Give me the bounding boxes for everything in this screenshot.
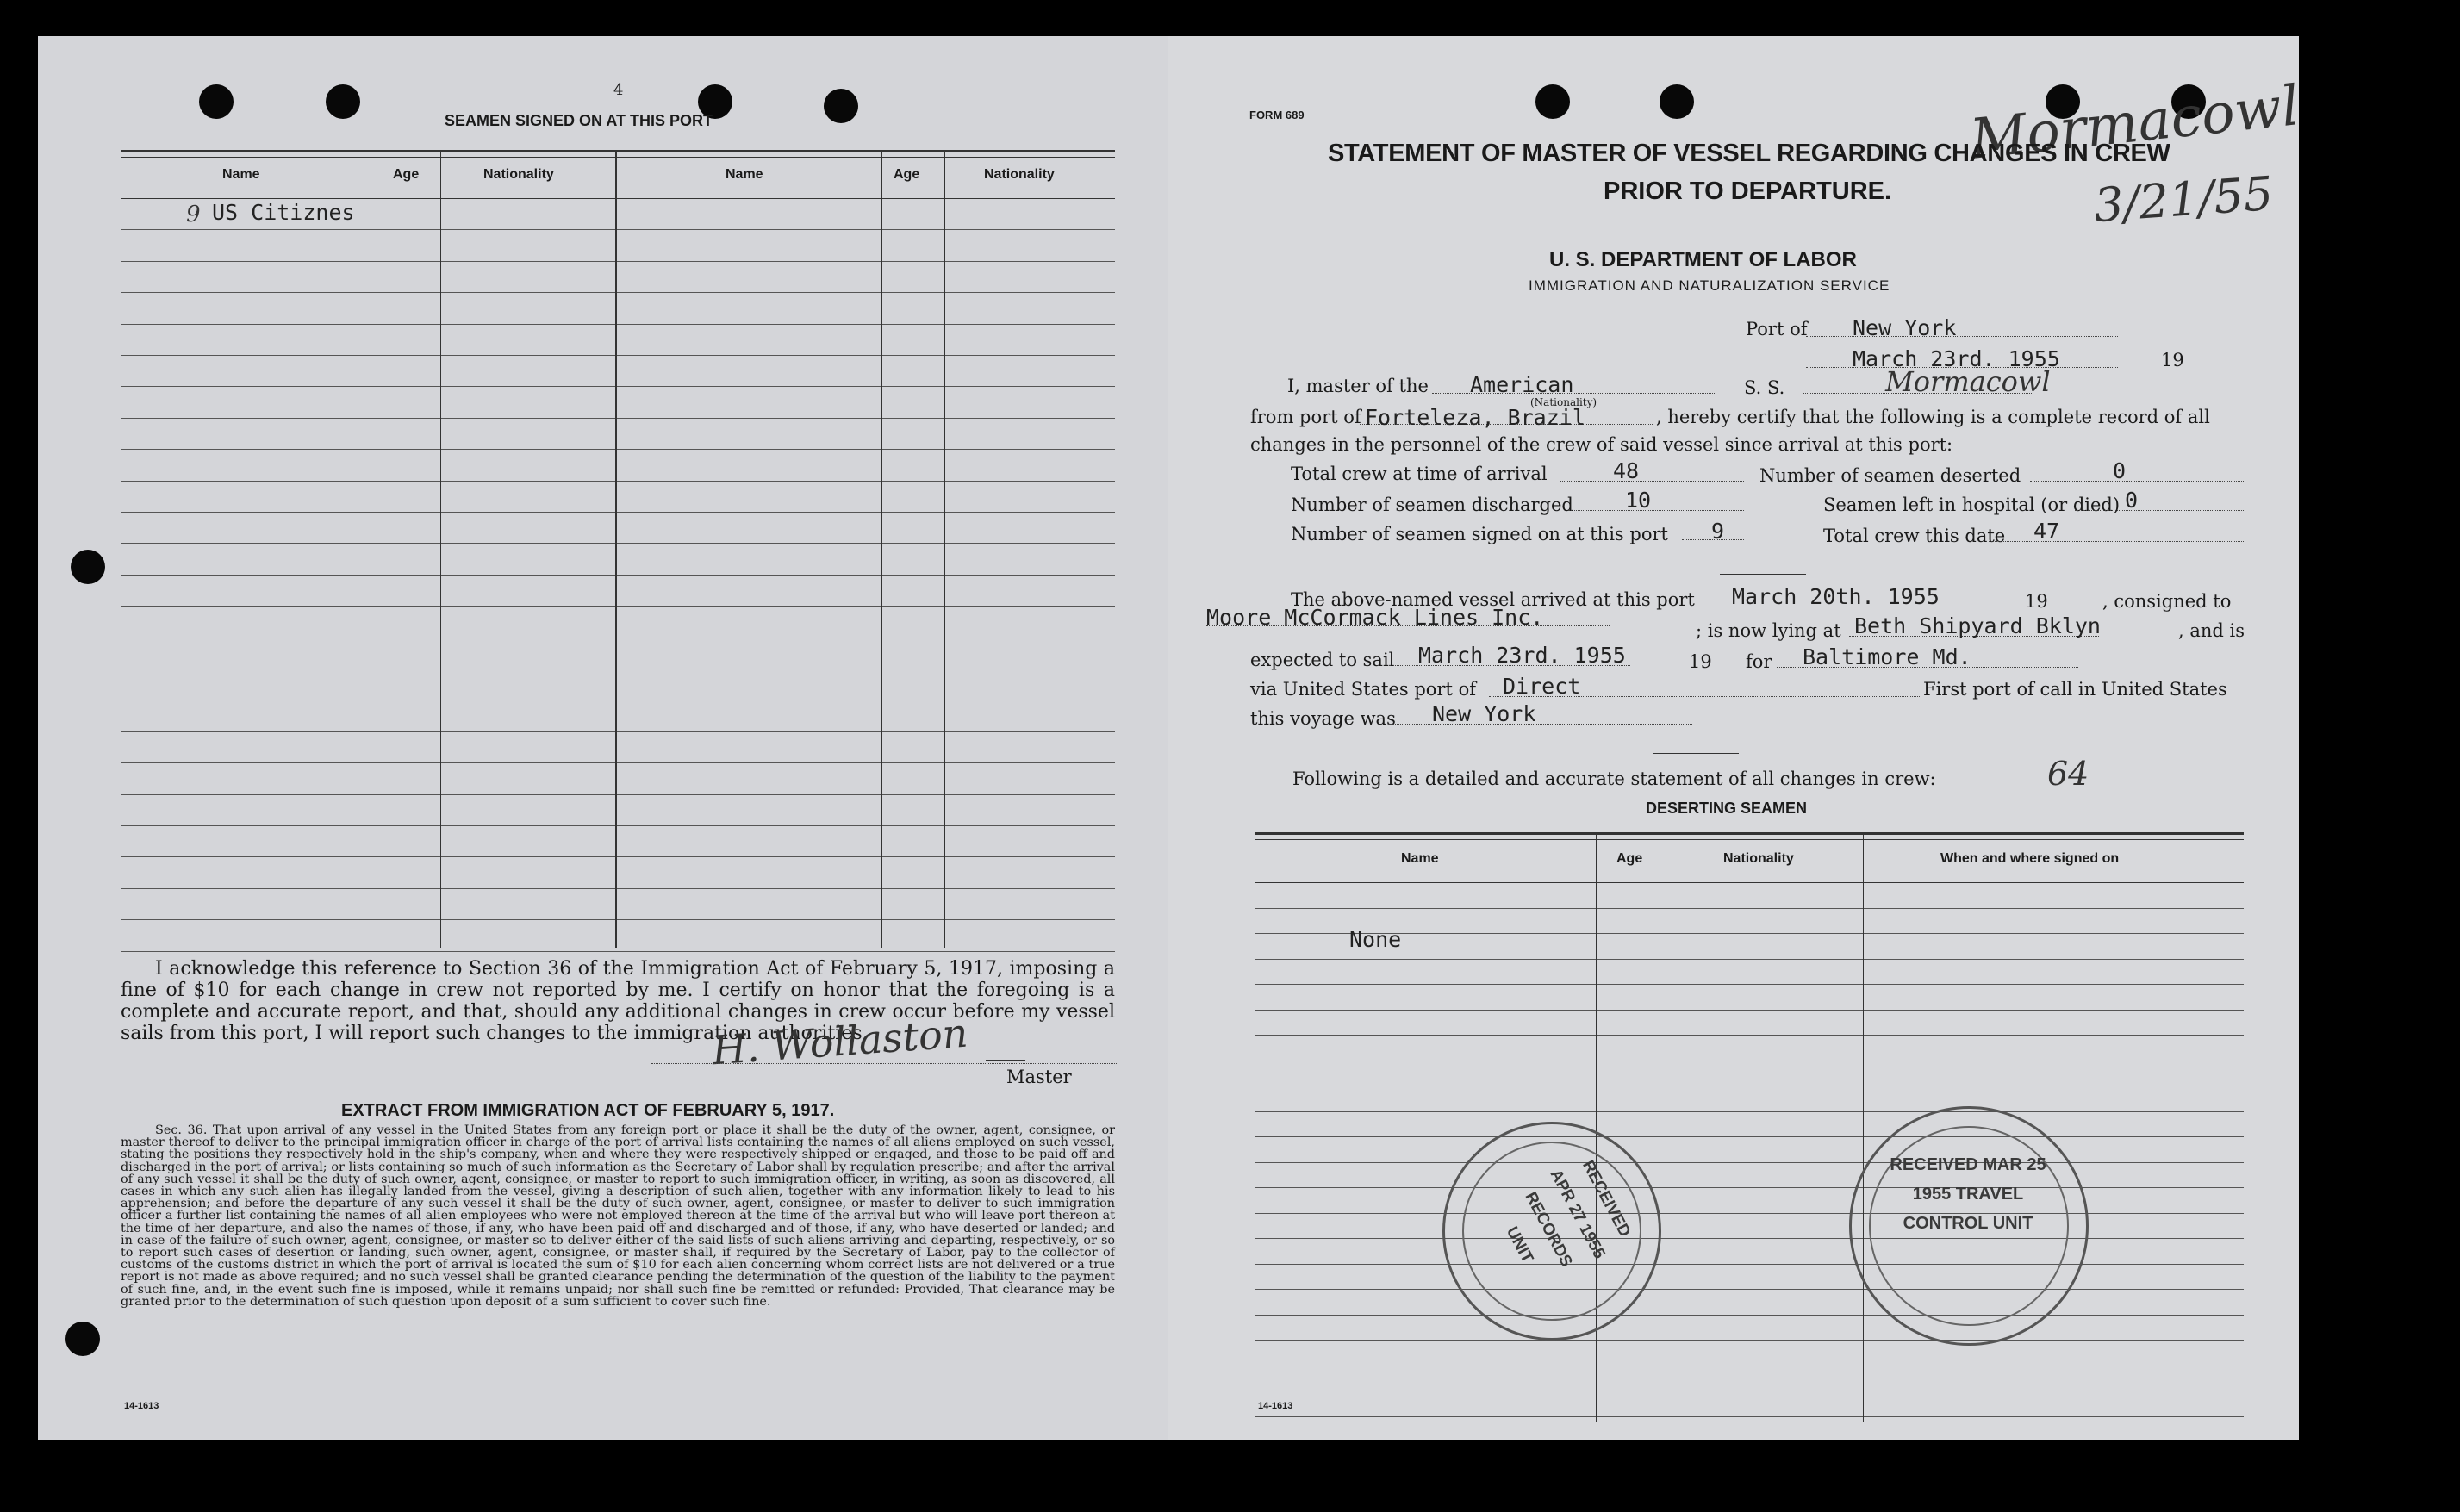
sail-value: March 23rd. 1955 — [1418, 643, 1626, 668]
hospital-value: 0 — [2125, 488, 2139, 513]
department-name: U. S. DEPARTMENT OF LABOR — [1549, 248, 1857, 271]
col-header-name: Name — [1401, 851, 1439, 866]
table-row-line — [1255, 1416, 2244, 1417]
deserted-value: 0 — [2113, 458, 2127, 483]
voyage-value: New York — [1432, 701, 1536, 726]
total-crew-arrival-value: 48 — [1613, 458, 1640, 483]
following-mark: 64 — [2047, 755, 2089, 793]
section-title: SEAMEN SIGNED ON AT THIS PORT — [445, 112, 713, 129]
voyage-label: this voyage was — [1250, 708, 1396, 729]
via-value: Direct — [1503, 674, 1581, 699]
col-header-nationality: Nationality — [1723, 851, 1794, 866]
table-row-line — [1255, 933, 2244, 934]
for-label: for — [1746, 651, 1772, 672]
table-row-line — [1255, 984, 2244, 985]
deserting-title: DESERTING SEAMEN — [1646, 800, 1808, 817]
right-page — [1168, 36, 2302, 1440]
form-title-line1: STATEMENT OF MASTER OF VESSEL REGARDING CHANGES IN CREW — [1328, 140, 2170, 167]
table-row-line — [1255, 1315, 2244, 1316]
table-row-line — [121, 856, 1115, 857]
table-row-line — [1255, 1213, 2244, 1214]
consigned-label: , consigned to — [2102, 591, 2232, 612]
travel-control-stamp: RECEIVED MAR 25 1955 TRAVEL CONTROL UNIT — [1849, 1106, 2089, 1346]
nationality-value: American — [1470, 372, 1574, 397]
punch-hole — [1535, 84, 1570, 119]
punch-hole — [824, 89, 858, 123]
punch-hole — [1660, 84, 1694, 119]
col-header-name: Name — [222, 167, 260, 182]
certify-text: , hereby certify that the following is a complete record of all — [1656, 407, 2210, 427]
master-label: Master — [1006, 1067, 1072, 1087]
master-signature: H. Wollaston — [710, 1009, 970, 1074]
records-unit-stamp: RECEIVED APR 27 1955 RECORDS UNIT — [1442, 1122, 1661, 1341]
table-row-line — [1255, 1340, 2244, 1341]
col-header-name: Name — [726, 167, 763, 182]
table-row-line — [1255, 1289, 2244, 1290]
discharged-label: Number of seamen discharged — [1291, 495, 1573, 515]
first-port-label: First port of call in United States — [1923, 679, 2227, 700]
col-header-nationality: Nationality — [984, 167, 1055, 182]
extract-title: EXTRACT FROM IMMIGRATION ACT OF FEBRUARY 5, 1917. — [341, 1101, 835, 1120]
table-row-line — [121, 762, 1115, 763]
table-row-line — [1255, 1187, 2244, 1188]
consignee-value: Moore McCormack Lines Inc. — [1206, 605, 1544, 630]
date-value: March 23rd. 1955 — [1853, 346, 2060, 371]
punch-hole — [199, 84, 234, 119]
table-row-line — [1255, 1238, 2244, 1239]
table-row-line — [1255, 908, 2244, 909]
table-row-line — [121, 386, 1115, 387]
punch-hole — [71, 550, 105, 584]
port-label: Port of — [1746, 319, 1808, 339]
table-row-line — [121, 292, 1115, 293]
discharged-value: 10 — [1625, 488, 1652, 513]
for-value: Baltimore Md. — [1803, 644, 1971, 669]
total-crew-date-value: 47 — [2033, 519, 2060, 544]
sail-label: expected to sail — [1250, 650, 1395, 670]
table-row-line — [1255, 1264, 2244, 1265]
signed-on-value: 9 — [1711, 519, 1725, 544]
table-row-line — [1255, 1035, 2244, 1036]
table-row-line — [121, 951, 1115, 952]
ss-value: Mormacowl — [1885, 365, 2051, 398]
table-row-line — [1255, 1111, 2244, 1112]
page-number: 4 — [613, 81, 624, 99]
acknowledgement-text: I acknowledge this reference to Section 36 of the Immigration Act of February 5, 1917, imposing a fine of $10 for each change in crew not reported by me. I certify on honor that the foregoing is a complete and accurate report, and that, should any additional changes in crew occur before my vessel sails from this port, I will report such changes to the immigration authorities. — [121, 958, 1115, 1044]
lying-label: ; is now lying at — [1696, 620, 1841, 641]
table-row-line — [121, 355, 1115, 356]
punch-hole — [326, 84, 360, 119]
table-row-line — [1255, 1162, 2244, 1163]
from-port-label: from port of — [1250, 407, 1361, 427]
from-port-value: Forteleza, Brazil — [1365, 405, 1585, 430]
hospital-label: Seamen left in hospital (or died) — [1823, 495, 2121, 515]
table-row-line — [121, 229, 1115, 230]
port-value: New York — [1853, 315, 1957, 340]
col-header-age: Age — [894, 167, 920, 182]
table-row-line — [121, 794, 1115, 795]
table-row-line — [1255, 1010, 2244, 1011]
table-row-line — [121, 919, 1115, 920]
form-number: FORM 689 — [1249, 109, 1305, 121]
table-row-line — [121, 449, 1115, 450]
deserted-label: Number of seamen deserted — [1759, 465, 2021, 486]
signed-on-count: 9 — [186, 202, 201, 227]
form-code: 14-1613 — [124, 1401, 159, 1411]
table-row-line — [121, 481, 1115, 482]
table-row-line — [121, 606, 1115, 607]
arrived-value: March 20th. 1955 — [1732, 584, 1940, 609]
lying-value: Beth Shipyard Bklyn — [1854, 613, 2101, 638]
extract-text: Sec. 36. That upon arrival of any vessel in the United States from any foreign port or place it shall be the duty of the owner, agent, consignee, or master thereof to deliver to the principal immigration officer in charge of the port of arrival lists containing the names of all aliens employed on such vessel, stating the positions they respectively hold in the ship's company, when and where they were respectively shipped or engaged, and those to be paid off and discharged in the port of arrival; or lists containing so much of such information as the Secretary of Labor shall by regulation prescribe; and after the arrival of any such vessel it shall be the duty of such owner, agent, consignee, or master to report to such immigration officer, in writing, as soon as discovered, all cases in which any such alien has illegally landed from the vessel, giving a description of such alien, together with any information likely to lead to his apprehension; and before the departure of any such vessel it shall be the duty of such owner, agent, consignee, or master to deliver to such immigration officer a further list containing the names of all alien employees who were not employed thereon at the time of the arrival but who will leave port thereon at the time of her departure, and also the names of those, if any, who have been paid off and discharged and of those, if any, who have deserted or landed; and in case of the failure of such owner, agent, consignee, or master so to deliver either of the said lists of such aliens arriving and departing, respectively, or so to report such cases of desertion or landing, such owner, agent, consignee, or master shall, if required by the Secretary of Labor, pay to the collector of customs of the customs district in which the port of arrival is located the sum of $10 for each alien concerning whom correct lists are not delivered or a true report is not made as above required; and no such vessel shall be granted clearance pending the determination of the question of the liability to the payment of such fine, and, in the event such fine is imposed, while it remains unpaid; nor shall such fine be remitted or refunded: Provided, That clearance may be granted prior to the determination of such question upon deposit of a sum sufficient to cover such fine. — [121, 1123, 1115, 1309]
col-header-when-where: When and where signed on — [1940, 851, 2120, 866]
table-row-line — [121, 731, 1115, 732]
handwritten-date: 3/21/55 — [2092, 165, 2276, 233]
ss-label: S. S. — [1744, 377, 1785, 398]
deserting-entry: None — [1349, 927, 1402, 952]
year-prefix: 19 — [1689, 651, 1712, 672]
arrived-label: The above-named vessel arrived at this port — [1291, 589, 1695, 610]
and-is-text: , and is — [2178, 620, 2245, 641]
year-prefix: 19 — [2161, 350, 2184, 370]
table-row-line — [121, 261, 1115, 262]
following-text: Following is a detailed and accurate statement of all changes in crew: — [1292, 768, 1936, 789]
year-prefix: 19 — [2025, 591, 2048, 612]
table-row-line — [121, 543, 1115, 544]
left-page — [38, 36, 1168, 1440]
signed-on-entry: US Citiznes — [212, 200, 355, 225]
via-label: via United States port of — [1250, 679, 1477, 700]
table-row-line — [121, 575, 1115, 576]
total-crew-date-label: Total crew this date — [1823, 526, 2006, 546]
table-row-line — [1255, 1136, 2244, 1137]
handwritten-ship-name: Mormacowl — [1967, 74, 2302, 172]
table-row-line — [121, 888, 1115, 889]
table-row-line — [121, 825, 1115, 826]
form-title-line2: PRIOR TO DEPARTURE. — [1604, 177, 1892, 205]
punch-hole — [65, 1322, 100, 1356]
table-row-line — [121, 324, 1115, 325]
table-row-line — [121, 512, 1115, 513]
table-row-line — [1255, 959, 2244, 960]
col-header-age: Age — [393, 167, 420, 182]
form-code: 14-1613 — [1258, 1401, 1293, 1411]
changes-text: changes in the personnel of the crew of said vessel since arrival at this port: — [1250, 434, 1953, 455]
service-name: IMMIGRATION AND NATURALIZATION SERVICE — [1529, 277, 1890, 294]
col-header-age: Age — [1616, 851, 1643, 866]
table-row-line — [121, 418, 1115, 419]
signed-on-label: Number of seamen signed on at this port — [1291, 524, 1668, 544]
master-of-label: I, master of the — [1287, 376, 1429, 396]
col-header-nationality: Nationality — [483, 167, 554, 182]
nationality-caption: (Nationality) — [1530, 396, 1597, 408]
total-crew-arrival-label: Total crew at time of arrival — [1291, 464, 1548, 484]
